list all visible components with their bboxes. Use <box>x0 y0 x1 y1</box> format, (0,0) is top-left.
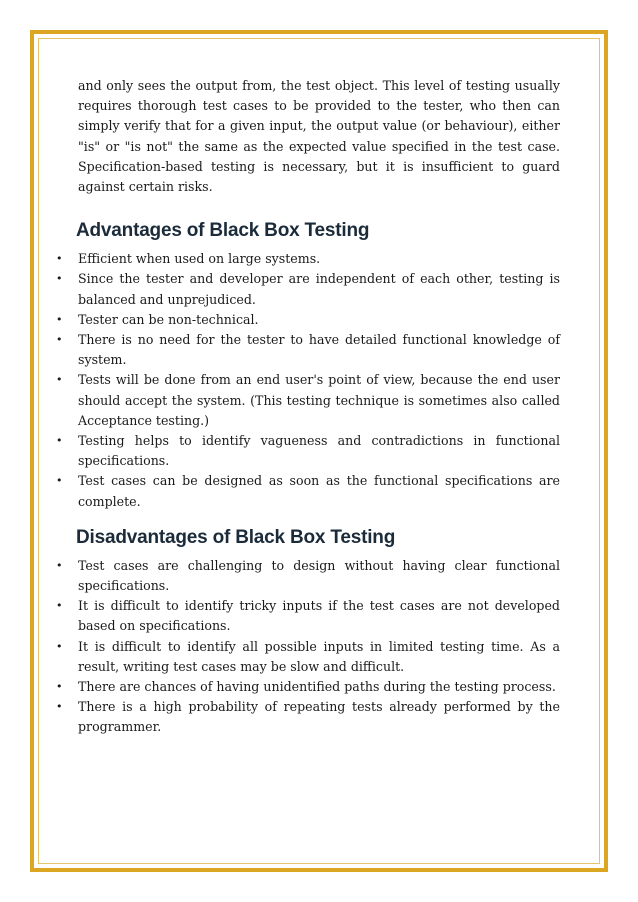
list-item-text: It is difficult to identify all possible inputs in limited testing time. As a result, writing test cases may be slow and difficult. <box>78 638 560 674</box>
intro-paragraph: and only sees the output from, the test object. This level of testing usually requires thorough test cases to be provided to the tester, who then can simply verify that for a given input, the output value (or behaviour), either "is" or "is not" the same as the expected value specified in the test case. Specification-based testing is necessary, but it is insufficient to guard against certain risks. <box>78 78 560 195</box>
bullet-icon: • <box>56 312 63 326</box>
list-item-text: Tests will be done from an end user's point of view, because the end user should accept the system. (This testing technique is sometimes also called Acceptance testing.) <box>78 372 560 428</box>
list-item <box>56 637 560 677</box>
bullet-icon: • <box>56 252 63 266</box>
list-item <box>56 697 560 737</box>
list-item-text: Testing helps to identify vagueness and contradictions in functional specifications. <box>78 433 560 469</box>
list-item-text: Test cases are challenging to design without having clear functional specifications. <box>78 557 560 594</box>
list-item <box>56 310 560 330</box>
list-item <box>56 249 560 269</box>
list-item <box>56 471 560 511</box>
bullet-icon: • <box>56 599 63 613</box>
list-item-text: It is difficult to identify tricky inputs if the test cases are not developed based on specifications. <box>78 598 560 634</box>
list-item-text: Efficient when used on large systems. <box>78 251 321 267</box>
bullet-icon: • <box>56 680 63 694</box>
list-item-text: Test cases can be designed as soon as the functional specifications are complete. <box>78 473 560 509</box>
bullet-icon: • <box>56 700 63 714</box>
advantages-heading: Advantages of Black Box Testing <box>76 220 370 242</box>
list-item <box>56 596 560 636</box>
bullet-icon: • <box>56 474 63 488</box>
disadvantages-heading: Disadvantages of Black Box Testing <box>76 526 396 548</box>
list-item <box>56 370 560 431</box>
list-item <box>56 330 560 370</box>
bullet-icon: • <box>56 373 63 387</box>
list-item <box>56 431 560 471</box>
list-item-text: There is a high probability of repeating tests already performed by the programmer. <box>78 699 560 735</box>
list-item <box>56 269 560 309</box>
list-item-text: Tester can be non-technical. <box>78 311 259 327</box>
document-body <box>56 76 560 738</box>
advantages-list <box>56 249 560 512</box>
list-item-text: Since the tester and developer are independent of each other, testing is balanced and unprejudiced. <box>78 271 560 307</box>
bullet-icon: • <box>56 272 63 286</box>
list-item <box>56 556 560 596</box>
bullet-icon: • <box>56 333 63 347</box>
bullet-icon: • <box>56 558 63 572</box>
disadvantages-list <box>56 556 560 738</box>
list-item <box>56 677 560 697</box>
bullet-icon: • <box>56 434 63 448</box>
bullet-icon: • <box>56 639 63 653</box>
list-item-text: There is no need for the tester to have detailed functional knowledge of system. <box>78 332 560 368</box>
list-item-text: There are chances of having unidentified paths during the testing process. <box>78 679 556 695</box>
